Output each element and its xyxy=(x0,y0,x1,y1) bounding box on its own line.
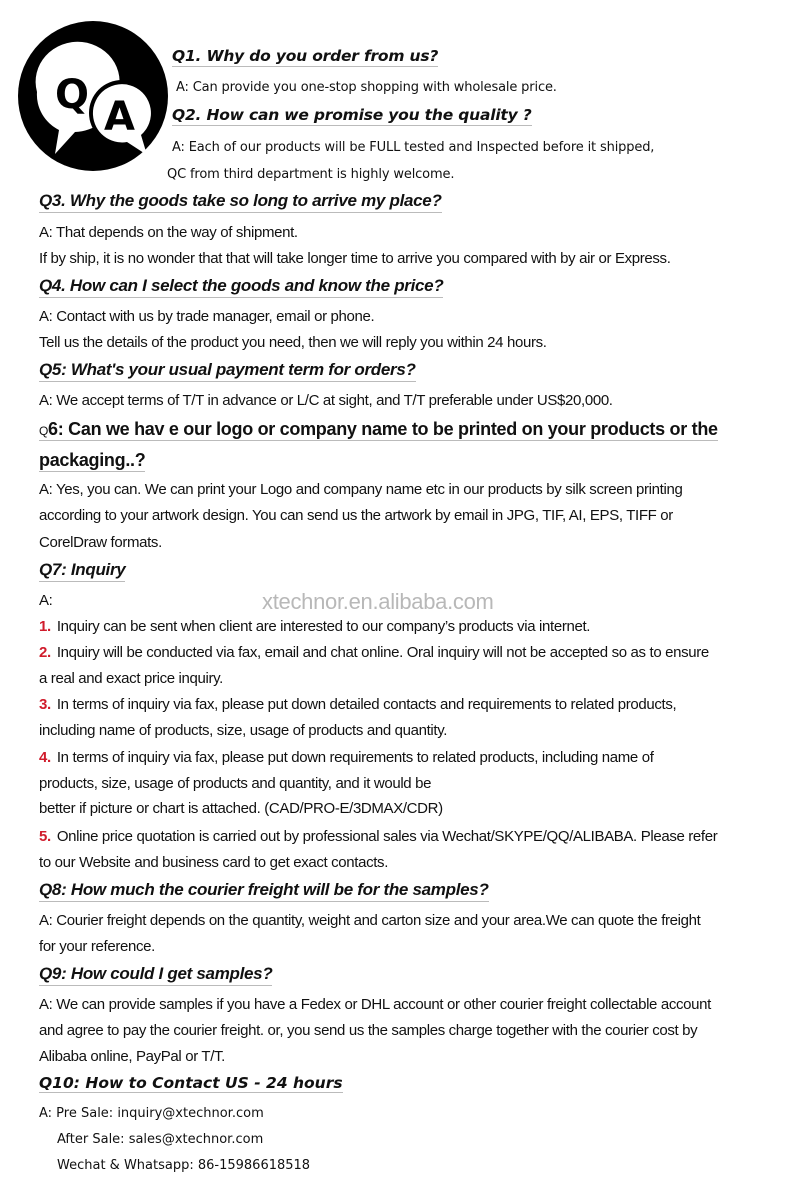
faq-q7-item-number: 1. xyxy=(39,618,51,635)
faq-q7-item xyxy=(39,696,676,713)
faq-q4-question: Q4. How can I select the goods and know the price? xyxy=(39,276,443,298)
faq-q1-question: Q1. Why do you order from us? xyxy=(172,47,439,65)
qa-speech-bubbles-icon xyxy=(17,20,169,172)
faq-q2-answer-line: QC from third department is highly welcome. xyxy=(167,167,455,182)
faq-q8-answer-line: for your reference. xyxy=(39,938,155,955)
faq-q6-prefix: Q xyxy=(39,424,49,438)
faq-q6-question-line2: packaging..? xyxy=(39,450,146,470)
faq-q6-answer-line: CorelDraw formats. xyxy=(39,534,162,551)
faq-q7-item-line: a real and exact price inquiry. xyxy=(39,670,223,687)
faq-q10-question: Q10: How to Contact US - 24 hours xyxy=(39,1074,343,1092)
contact-wechat-whatsapp: Wechat & Whatsapp: 86-15986618518 xyxy=(57,1158,311,1173)
faq-q7-item-line: Online price quotation is carried out by professional sales via Wechat/SKYPE/QQ/ALIBABA. Please refer xyxy=(56,828,718,845)
faq-q7-item-number: 4. xyxy=(39,749,51,766)
faq-q7-item-number: 2. xyxy=(39,644,51,661)
faq-q2-answer-line: A: Each of our products will be FULL tested and Inspected before it shipped, xyxy=(172,140,655,155)
faq-q3-answer-line: A: That depends on the way of shipment. xyxy=(39,224,298,241)
faq-q7-item-line: to our Website and business card to get exact contacts. xyxy=(39,854,389,871)
faq-q7-item xyxy=(39,828,717,845)
faq-q8-question: Q8: How much the courier freight will be for the samples? xyxy=(39,880,489,902)
faq-q9-answer-line: A: We can provide samples if you have a Fedex or DHL account or other courier freight collectable account xyxy=(39,996,711,1013)
faq-q7-item-line: including name of products, size, usage of products and quantity. xyxy=(39,722,448,739)
faq-q7-answer-label: A: xyxy=(39,592,53,609)
faq-q2-question: Q2. How can we promise you the quality ? xyxy=(172,106,532,124)
faq-q5-question: Q5: What's your usual payment term for orders? xyxy=(39,360,416,382)
faq-q4-answer-line: Tell us the details of the product you need, then we will reply you within 24 hours. xyxy=(39,334,547,351)
faq-q7-item-line: Inquiry can be sent when client are interested to our company’s products via internet. xyxy=(56,618,591,635)
faq-q9-answer-line: Alibaba online, PayPal or T/T. xyxy=(39,1048,226,1065)
faq-q6-question-line1: 6: Can we hav e our logo or company name to be printed on your products or the xyxy=(48,419,718,439)
logo-a-letter: A xyxy=(104,94,135,140)
faq-q9-answer-line: and agree to pay the courier freight. or, you send us the samples charge together with the courier cost by xyxy=(39,1022,698,1039)
faq-q7-item-number: 3. xyxy=(39,696,51,713)
faq-q7-item-line: better if picture or chart is attached. (CAD/PRO-E/3DMAX/CDR) xyxy=(39,800,443,817)
contact-after-sale: After Sale: sales@xtechnor.com xyxy=(57,1132,264,1147)
faq-q7-item xyxy=(39,644,709,661)
faq-q8-answer-line: A: Courier freight depends on the quantity, weight and carton size and your area.We can quote the freight xyxy=(39,912,701,929)
faq-q9-question: Q9: How could I get samples? xyxy=(39,964,272,986)
faq-q7-item-line: In terms of inquiry via fax, please put down requirements to related products, including name of xyxy=(56,749,654,766)
faq-q6-answer-line: A: Yes, you can. We can print your Logo and company name etc in our products by silk screen printing xyxy=(39,481,683,498)
faq-q7-item xyxy=(39,618,590,635)
faq-q7-item xyxy=(39,749,654,766)
faq-q7-item-line: Inquiry will be conducted via fax, email and chat online. Oral inquiry will not be accepted so as to ensure xyxy=(56,644,709,661)
faq-q7-item-line: products, size, usage of products and quantity, and it would be xyxy=(39,775,432,792)
watermark: xtechnor.en.alibaba.com xyxy=(262,589,494,614)
faq-q7-question: Q7: Inquiry xyxy=(39,560,125,582)
faq-q1-answer: A: Can provide you one-stop shopping with wholesale price. xyxy=(176,80,557,95)
logo-q-letter: Q xyxy=(55,72,90,118)
faq-q6-question xyxy=(39,419,718,441)
faq-q4-answer-line: A: Contact with us by trade manager, email or phone. xyxy=(39,308,375,325)
faq-q3-question: Q3. Why the goods take so long to arrive my place? xyxy=(39,191,442,213)
contact-pre-sale: A: Pre Sale: inquiry@xtechnor.com xyxy=(39,1106,264,1121)
faq-q3-answer-line: If by ship, it is no wonder that that will take longer time to arrive you compared with by air or Express. xyxy=(39,250,671,267)
faq-q7-item-line: In terms of inquiry via fax, please put down detailed contacts and requirements to related products, xyxy=(56,696,677,713)
faq-q7-item-number: 5. xyxy=(39,828,51,845)
faq-q6-answer-line: according to your artwork design. You can send us the artwork by email in JPG, TIF, AI, EPS, TIFF or xyxy=(39,507,673,524)
faq-q5-answer: A: We accept terms of T/T in advance or L/C at sight, and T/T preferable under US$20,000. xyxy=(39,392,613,409)
